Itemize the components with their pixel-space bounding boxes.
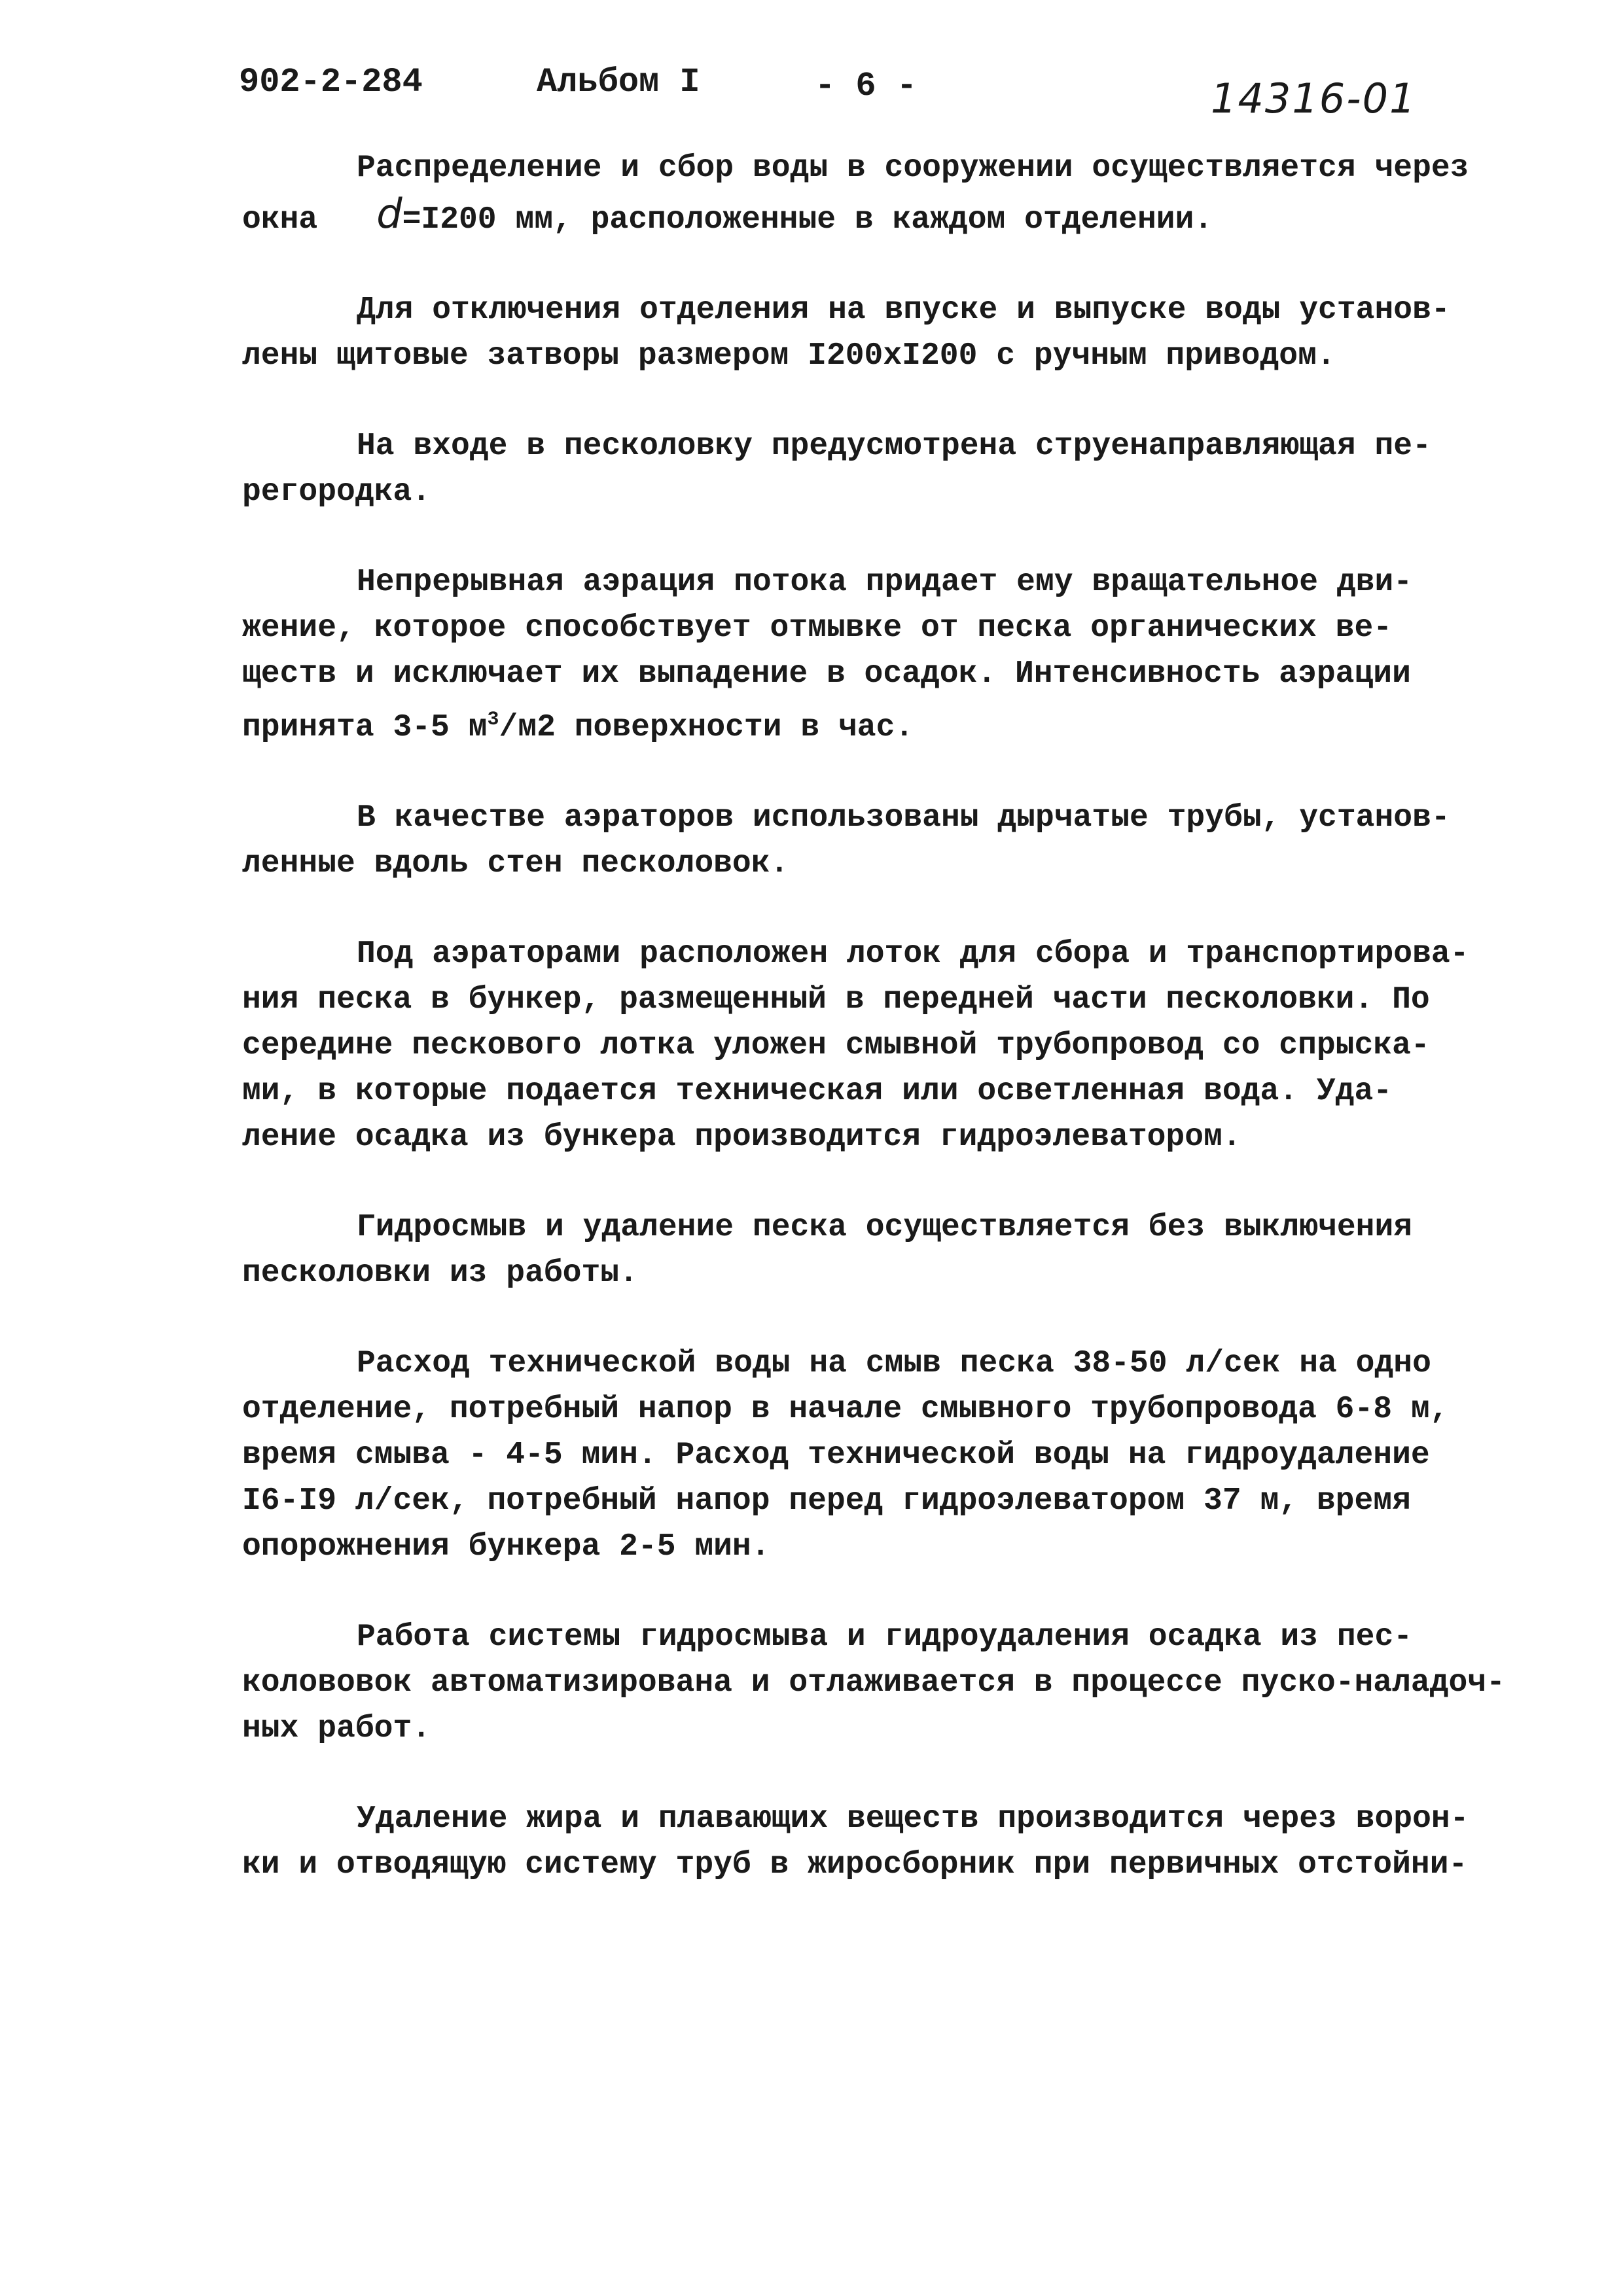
paragraph-partition bbox=[242, 423, 1459, 515]
superscript: 3 bbox=[487, 709, 499, 731]
text-fragment: окна bbox=[242, 202, 318, 238]
text-line: жение, которое способствует отмывке от песка органических ве- bbox=[242, 610, 1393, 646]
text-line: отделение, потребный напор в начале смывного трубопровода 6-8 м, bbox=[242, 1392, 1449, 1427]
text-line: Под аэраторами расположен лоток для сбора и транспортирова- bbox=[357, 936, 1469, 972]
paragraph-aerators bbox=[242, 795, 1459, 887]
handwritten-inventory-number: 14316-01 bbox=[1211, 75, 1417, 122]
text-line: ленные вдоль стен песколовок. bbox=[242, 846, 789, 881]
text-line bbox=[242, 191, 1459, 243]
text-fragment: =I200 мм, расположенные в каждом отделении. bbox=[402, 202, 1213, 238]
paragraph-hydro-wash bbox=[242, 1205, 1459, 1296]
text-line: Расход технической воды на смыв песка 38-50 л/сек на одно bbox=[357, 1346, 1431, 1381]
text-line: I6-I9 л/сек, потребный напор перед гидроэлеватором 37 м, время bbox=[242, 1483, 1411, 1519]
text-line: песколовки из работы. bbox=[242, 1256, 638, 1291]
paragraph-automation bbox=[242, 1614, 1505, 1752]
text-line: ния песка в бункер, размещенный в передней части песколовки. По bbox=[242, 982, 1430, 1017]
text-line: время смыва - 4-5 мин. Расход технической воды на гидроудаление bbox=[242, 1438, 1430, 1473]
album-label: Альбом I bbox=[537, 63, 700, 101]
text-line: Непрерывная аэрация потока придает ему вращательное дви- bbox=[357, 565, 1413, 600]
paragraph-water-consumption bbox=[242, 1341, 1459, 1570]
text-line: опорожнения бункера 2-5 мин. bbox=[242, 1529, 770, 1564]
paragraph-sand-tray bbox=[242, 931, 1469, 1160]
document-code: 902-2-284 bbox=[239, 63, 423, 101]
text-line: ки и отводящую систему труб в жиросборник при первичных отстойни- bbox=[242, 1847, 1468, 1882]
text-line bbox=[242, 697, 1459, 751]
text-line: Удаление жира и плавающих веществ производится через ворон- bbox=[357, 1801, 1469, 1837]
text-line: регородка. bbox=[242, 474, 431, 510]
text-line: ных работ. bbox=[242, 1711, 431, 1746]
paragraph-gates bbox=[242, 287, 1459, 379]
text-line: Гидросмыв и удаление песка осуществляется без выключения bbox=[357, 1210, 1413, 1245]
text-line: лены щитовые затворы размером I200хI200 с ручным приводом. bbox=[242, 338, 1336, 374]
page-number: - 6 - bbox=[815, 67, 918, 105]
text-line: середине пескового лотка уложен смывной трубопровод со спрыска- bbox=[242, 1028, 1430, 1063]
paragraph-grease-removal bbox=[242, 1796, 1469, 1888]
text-line: Работа системы гидросмыва и гидроудаления осадка из пес- bbox=[357, 1619, 1413, 1655]
text-line: ление осадка из бункера производится гидроэлеватором. bbox=[242, 1120, 1241, 1155]
text-line: Для отключения отделения на впуске и выпуске воды установ- bbox=[357, 292, 1450, 328]
text-fragment: /м2 поверхности в час. bbox=[499, 710, 914, 745]
page-header bbox=[0, 63, 1623, 122]
text-line: Распределение и сбор воды в сооружении осуществляется через bbox=[357, 150, 1469, 186]
document-body bbox=[242, 145, 1505, 1932]
text-line: колововок автоматизирована и отлаживается в процессе пуско-наладоч- bbox=[242, 1665, 1505, 1701]
paragraph-aeration bbox=[242, 559, 1459, 751]
text-fragment: принята 3-5 м bbox=[242, 710, 488, 745]
diameter-symbol: d bbox=[376, 190, 402, 238]
text-line: ми, в которые подается техническая или осветленная вода. Уда- bbox=[242, 1074, 1393, 1109]
text-line: На входе в песколовку предусмотрена струенаправляющая пе- bbox=[357, 429, 1431, 464]
text-line: ществ и исключает их выпадение в осадок. Интенсивность аэрации bbox=[242, 656, 1411, 692]
text-line: В качестве аэраторов использованы дырчатые трубы, установ- bbox=[357, 800, 1450, 836]
paragraph-water-distribution bbox=[242, 145, 1469, 243]
